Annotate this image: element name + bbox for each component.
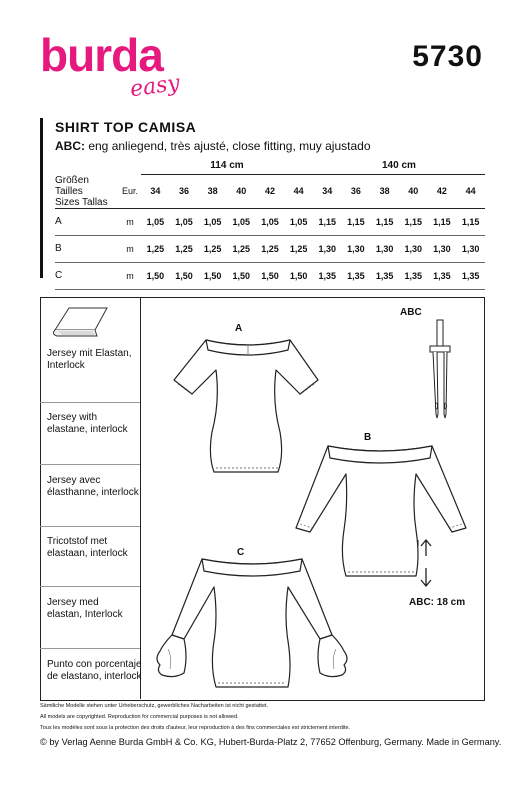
pattern-number: 5730 bbox=[412, 40, 483, 73]
size-header: 36 bbox=[170, 175, 199, 209]
view-label-b: B bbox=[364, 432, 372, 443]
fabric-width-1: 114 cm bbox=[141, 156, 313, 175]
table-cell: 1,30 bbox=[428, 235, 457, 262]
legal-en: All models are copyrighted. Reproduction for commercial purposes is not allowed. bbox=[40, 714, 239, 720]
size-header: 34 bbox=[141, 175, 170, 209]
needle-label: ABC bbox=[400, 307, 422, 318]
table-cell: 1,05 bbox=[256, 208, 285, 235]
table-cell: 1,15 bbox=[313, 208, 342, 235]
divider bbox=[40, 648, 140, 649]
size-header: 44 bbox=[284, 175, 313, 209]
fabric-swatch-icon bbox=[47, 304, 117, 338]
table-cell: 1,25 bbox=[284, 235, 313, 262]
divider bbox=[40, 464, 140, 465]
table-cell: 1,50 bbox=[141, 262, 170, 289]
table-cell: 1,30 bbox=[456, 235, 485, 262]
divider bbox=[40, 586, 140, 587]
table-cell: 1,05 bbox=[198, 208, 227, 235]
row-unit: m bbox=[119, 262, 141, 289]
fabric-fr: Jersey avec élasthanne, interlock bbox=[47, 475, 139, 498]
table-cell: 1,15 bbox=[428, 208, 457, 235]
table-cell: 1,05 bbox=[227, 208, 256, 235]
table-cell: 1,15 bbox=[399, 208, 428, 235]
table-cell: 1,30 bbox=[342, 235, 371, 262]
fit-description bbox=[55, 139, 371, 153]
view-label-a: A bbox=[235, 323, 243, 334]
table-row bbox=[55, 208, 485, 235]
table-cell: 1,35 bbox=[456, 262, 485, 289]
size-header: 42 bbox=[428, 175, 457, 209]
table-cell: 1,15 bbox=[370, 208, 399, 235]
row-view-label: A bbox=[55, 208, 119, 235]
table-cell: 1,15 bbox=[456, 208, 485, 235]
row-unit: m bbox=[119, 208, 141, 235]
divider bbox=[40, 526, 140, 527]
table-row bbox=[55, 262, 485, 289]
table-cell: 1,25 bbox=[141, 235, 170, 262]
size-header: 34 bbox=[313, 175, 342, 209]
fabric-en: Jersey with elastane, interlock bbox=[47, 412, 128, 435]
size-header: 40 bbox=[399, 175, 428, 209]
copyright: © by Verlag Aenne Burda GmbH & Co. KG, Hubert-Burda-Platz 2, 77652 Offenburg, Germany. Made in Germany. bbox=[40, 737, 502, 747]
fabric-nl: Tricotstof met elastaan, interlock bbox=[47, 536, 128, 559]
fit-text: eng anliegend, très ajusté, close fitting, muy ajustado bbox=[85, 139, 371, 153]
table-cell: 1,35 bbox=[399, 262, 428, 289]
size-header: 40 bbox=[227, 175, 256, 209]
brand-logo: burda bbox=[40, 29, 163, 81]
size-header: 38 bbox=[198, 175, 227, 209]
fabric-sv: Jersey med elastan, Interlock bbox=[47, 597, 123, 620]
seam-allowance-arrows-icon bbox=[416, 538, 436, 590]
view-label-c: C bbox=[237, 547, 245, 558]
brand-logo-easy: easy bbox=[128, 70, 182, 103]
table-cell: 1,25 bbox=[170, 235, 199, 262]
legal-de: Sämtliche Modelle stehen unter Urheberschutz, gewerbliches Nacharbeiten ist nicht gestattet. bbox=[40, 703, 269, 709]
table-cell: 1,50 bbox=[198, 262, 227, 289]
size-header: 38 bbox=[370, 175, 399, 209]
fit-prefix: ABC: bbox=[55, 139, 85, 153]
table-cell: 1,25 bbox=[198, 235, 227, 262]
table-cell: 1,35 bbox=[428, 262, 457, 289]
view-c-drawing bbox=[148, 553, 358, 698]
yardage-table bbox=[55, 156, 485, 290]
table-cell: 1,35 bbox=[342, 262, 371, 289]
table-cell: 1,50 bbox=[227, 262, 256, 289]
unit-header: Eur. bbox=[119, 175, 141, 209]
seam-allowance-label: ABC: 18 cm bbox=[409, 597, 466, 608]
fabric-width-2: 140 cm bbox=[313, 156, 485, 175]
table-cell: 1,50 bbox=[256, 262, 285, 289]
table-cell: 1,05 bbox=[141, 208, 170, 235]
size-header: 42 bbox=[256, 175, 285, 209]
divider bbox=[40, 402, 140, 403]
table-cell: 1,30 bbox=[399, 235, 428, 262]
table-cell: 1,15 bbox=[342, 208, 371, 235]
table-cell: 1,50 bbox=[170, 262, 199, 289]
table-cell: 1,35 bbox=[313, 262, 342, 289]
fabric-es: Punto con porcentaje de elastano, interlock bbox=[47, 659, 142, 682]
legal-fr: Tous les modèles sont sous la protection des droits d'auteur, leur reproduction à des fins commerciales est strictement interdite. bbox=[40, 725, 351, 731]
table-cell: 1,05 bbox=[170, 208, 199, 235]
twin-needle-icon bbox=[425, 318, 455, 423]
table-row bbox=[55, 235, 485, 262]
size-header: 36 bbox=[342, 175, 371, 209]
title-bar bbox=[40, 118, 43, 278]
size-header-label: Größen Tailles Sizes Tallas bbox=[55, 175, 119, 209]
table-cell: 1,25 bbox=[256, 235, 285, 262]
table-cell: 1,25 bbox=[227, 235, 256, 262]
row-view-label: B bbox=[55, 235, 119, 262]
table-cell: 1,05 bbox=[284, 208, 313, 235]
row-view-label: C bbox=[55, 262, 119, 289]
table-cell: 1,35 bbox=[370, 262, 399, 289]
table-cell: 1,30 bbox=[313, 235, 342, 262]
size-header: 44 bbox=[456, 175, 485, 209]
table-cell: 1,50 bbox=[284, 262, 313, 289]
fabric-de: Jersey mit Elastan, Interlock bbox=[47, 348, 132, 371]
row-unit: m bbox=[119, 235, 141, 262]
page-title: SHIRT TOP CAMISA bbox=[55, 119, 197, 135]
table-cell: 1,30 bbox=[370, 235, 399, 262]
